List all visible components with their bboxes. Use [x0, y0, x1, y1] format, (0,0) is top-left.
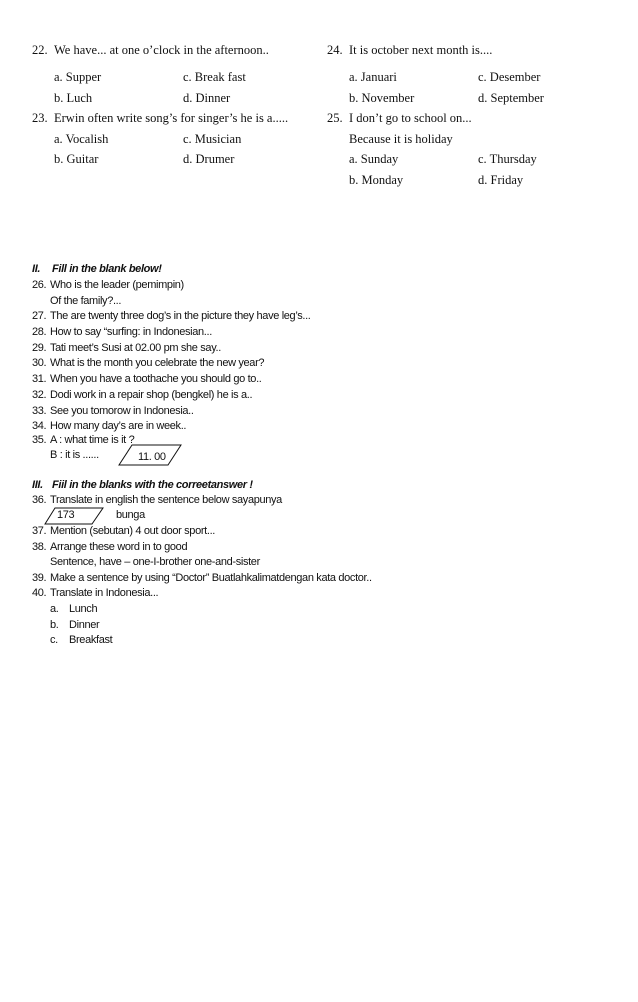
option-d: d. September	[478, 91, 544, 105]
option-b: b. Luch	[54, 91, 93, 105]
option-b: b. Monday	[349, 173, 404, 187]
item-number: 26.	[32, 279, 47, 291]
item-text: Mention (sebutan) 4 out door sport...	[50, 525, 215, 537]
item-number: 33.	[32, 405, 47, 417]
item-text: Arrange these word in to good	[50, 541, 188, 553]
item-number: 36.	[32, 494, 47, 506]
item-number: 28.	[32, 326, 47, 338]
item-text: Make a sentence by using “Doctor” Buatlahkalimatdengan kata doctor..	[50, 572, 372, 584]
option-letter: a.	[50, 603, 59, 615]
item-number: 39.	[32, 572, 47, 584]
option-a: a. Sunday	[349, 152, 399, 166]
item-text: Translate in Indonesia...	[50, 587, 159, 599]
item-text: How to say “surfing: in Indonesian...	[50, 326, 212, 338]
option-letter: c.	[50, 634, 58, 646]
question-text: It is october next month is....	[349, 43, 493, 57]
option-a: a. Januari	[349, 70, 397, 84]
item-text: See you tomorow in Indonesia..	[50, 405, 194, 417]
item-number: 29.	[32, 342, 47, 354]
item-number: 37.	[32, 525, 47, 537]
option-c: c. Musician	[183, 132, 242, 146]
item-text-line2: Of the family?...	[50, 295, 122, 307]
option-a: a. Vocalish	[54, 132, 109, 146]
item-number: 30.	[32, 357, 47, 369]
item-number: 40.	[32, 587, 47, 599]
option-c: c. Desember	[478, 70, 541, 84]
item-number: 31.	[32, 373, 47, 385]
option-text: Lunch	[69, 603, 98, 615]
item-text-line2: Sentence, have – one-I-brother one-and-sister	[50, 556, 260, 568]
item-text-line2: B : it is ......	[50, 449, 99, 461]
item-text: How many day’s are in week..	[50, 420, 187, 432]
question-number: 24.	[327, 43, 343, 57]
item-number: 32.	[32, 389, 47, 401]
option-letter: b.	[50, 619, 59, 631]
option-b: b. Guitar	[54, 152, 99, 166]
section-title: Fill in the blank below!	[52, 263, 162, 275]
item-number: 38.	[32, 541, 47, 553]
question-text: Erwin often write song’s for singer’s he is a.....	[54, 111, 289, 125]
option-d: d. Friday	[478, 173, 524, 187]
option-text: Breakfast	[69, 634, 113, 646]
item-text: When you have a toothache you should go to..	[50, 373, 262, 385]
item-text: Translate in english the sentence below sayapunya	[50, 494, 282, 506]
section-numeral: III.	[32, 479, 43, 491]
box-number: 173	[57, 509, 75, 521]
question-text: I don’t go to school on...	[349, 111, 472, 125]
option-c: c. Thursday	[478, 152, 537, 166]
question-number: 25.	[327, 111, 343, 125]
question-text: We have... at one o’clock in the afternoon..	[54, 43, 269, 57]
item-text: Who is the leader (pemimpin)	[50, 279, 184, 291]
option-c: c. Break fast	[183, 70, 246, 84]
question-number: 22.	[32, 43, 48, 57]
box-word: bunga	[116, 509, 145, 521]
item-text: Dodi work in a repair shop (bengkel) he is a..	[50, 389, 253, 401]
item-text: The are twenty three dog’s in the picture they have leg’s...	[50, 310, 311, 322]
option-a: a. Supper	[54, 70, 102, 84]
item-text: A : what time is it ?	[50, 434, 135, 446]
section-numeral: II.	[32, 263, 41, 275]
option-d: d. Dinner	[183, 91, 231, 105]
time-value: 11. 00	[138, 451, 166, 463]
option-b: b. November	[349, 91, 415, 105]
question-number: 23.	[32, 111, 48, 125]
item-number: 35.	[32, 434, 47, 446]
item-number: 27.	[32, 310, 47, 322]
item-text: What is the month you celebrate the new year?	[50, 357, 265, 369]
item-text: Tati meet’s Susi at 02.00 pm she say..	[50, 342, 221, 354]
item-number: 34.	[32, 420, 47, 432]
question-text-line2: Because it is holiday	[349, 132, 453, 146]
option-d: d. Drumer	[183, 152, 235, 166]
option-text: Dinner	[69, 619, 100, 631]
section-title: Fiil in the blanks with the correetanswer !	[52, 479, 253, 491]
